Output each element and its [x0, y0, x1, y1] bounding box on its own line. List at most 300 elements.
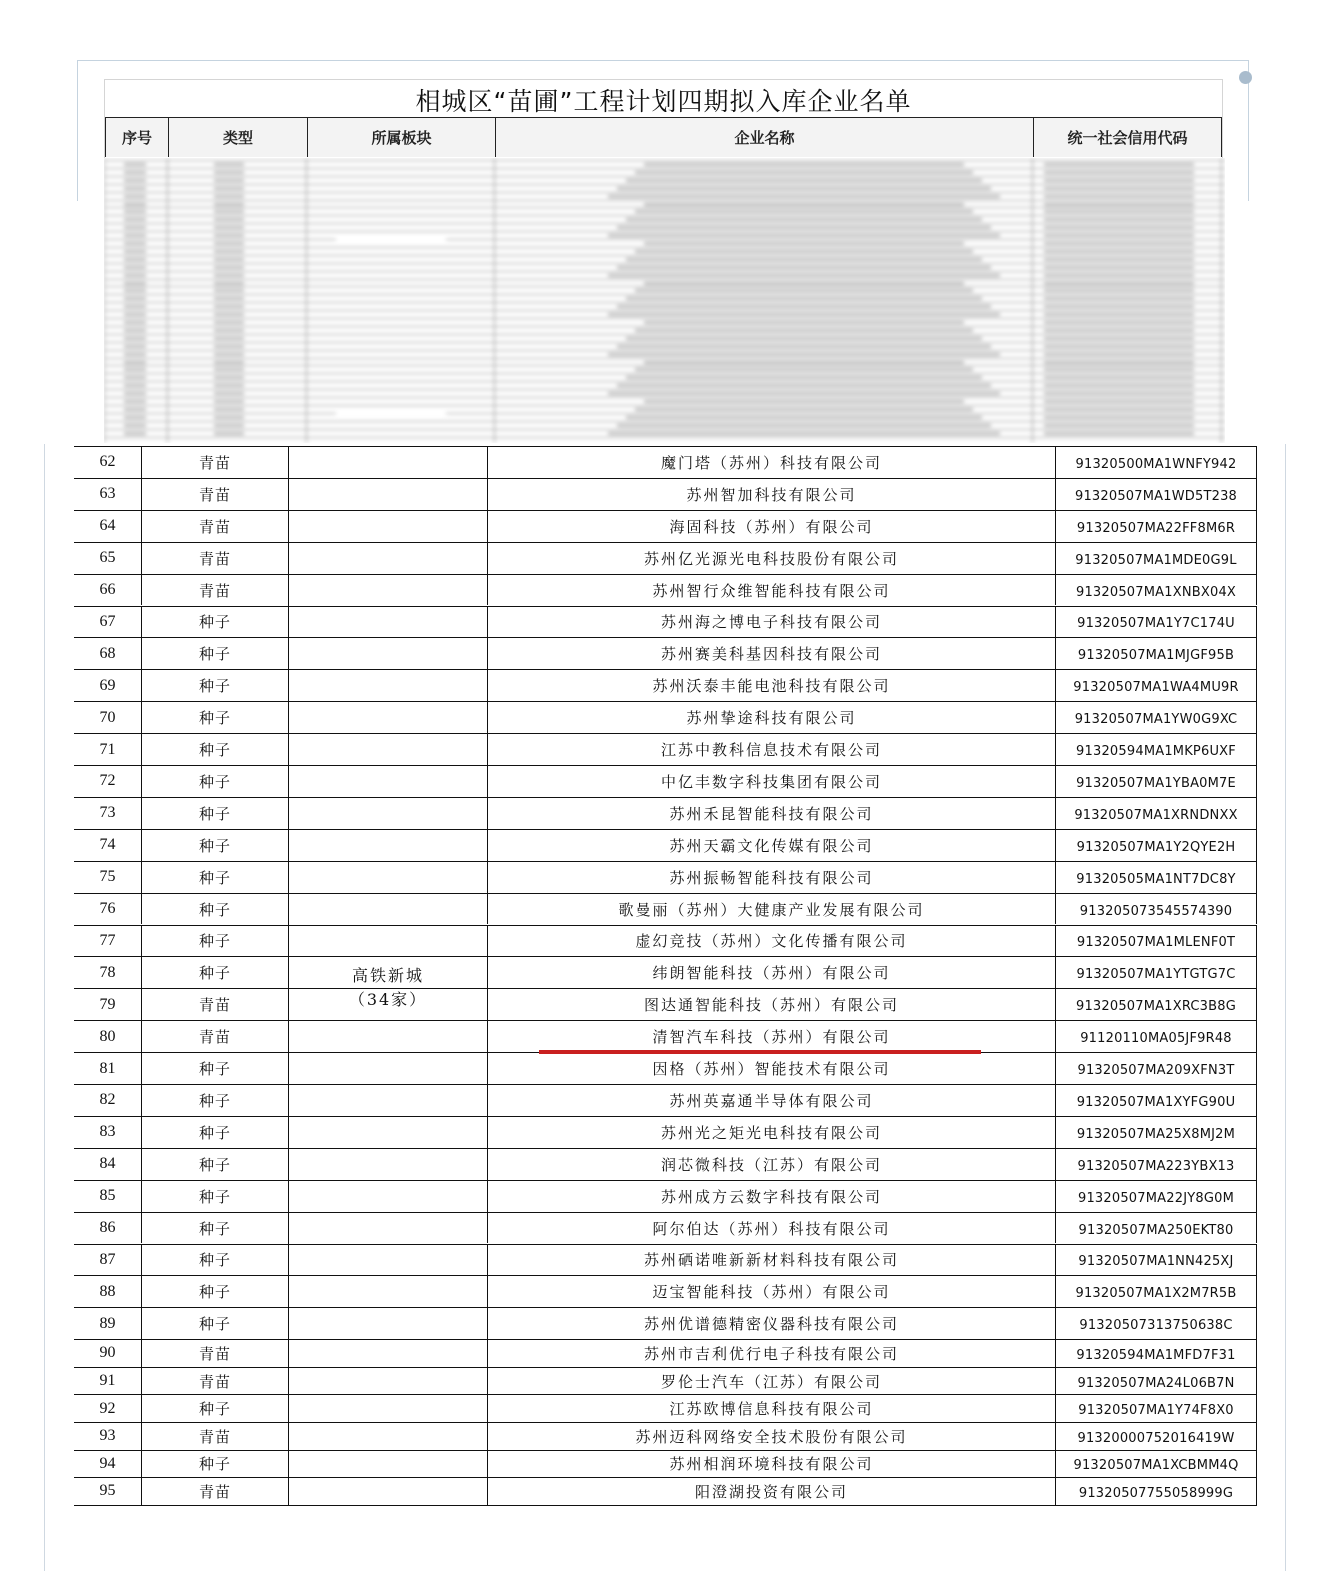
redacted-text [124, 384, 146, 387]
row-number: 87 [99, 1250, 116, 1268]
redacted-text [214, 179, 244, 182]
row-number: 82 [99, 1091, 116, 1109]
redacted-block-text [336, 413, 446, 416]
row-credit-code: 91320507MA1MJGF95B [1055, 638, 1257, 669]
redacted-row-line [104, 358, 1225, 359]
redacted-text [214, 282, 244, 285]
redacted-row-line [104, 365, 1225, 366]
row-company-name: 苏州沃泰丰能电池科技有限公司 [487, 670, 1055, 701]
row-company-name: 苏州市吉利优行电子科技有限公司 [487, 1340, 1055, 1367]
table-row [74, 446, 1257, 478]
row-credit-code: 91320507313750638C [1055, 1308, 1257, 1339]
redacted-text [214, 163, 244, 166]
row-type: 青苗 [141, 511, 288, 542]
row-credit-code: 91320507MA22FF8M6R [1055, 511, 1257, 542]
table-row [74, 637, 1257, 669]
redacted-text [1044, 242, 1194, 245]
table-row [74, 797, 1257, 829]
table-row [74, 1148, 1257, 1180]
row-number: 94 [99, 1454, 116, 1472]
row-credit-code: 91320594MA1MKP6UXF [1055, 734, 1257, 765]
row-number: 75 [99, 868, 116, 886]
row-credit-code: 91320507MA1WA4MU9R [1055, 670, 1257, 701]
row-number: 76 [99, 900, 116, 918]
table-row [74, 1394, 1257, 1422]
redacted-text [617, 384, 991, 387]
row-company-name: 虚幻竞技（苏州）文化传播有限公司 [487, 926, 1055, 957]
redacted-text [124, 313, 146, 316]
row-type: 种子 [141, 1181, 288, 1212]
redacted-text [124, 203, 146, 206]
redacted-text [1044, 361, 1194, 364]
table-row [74, 733, 1257, 765]
redacted-text [124, 361, 146, 364]
redacted-text [644, 361, 964, 364]
redacted-row-line [104, 350, 1225, 351]
redacted-text [617, 345, 991, 348]
row-company-name: 清智汽车科技（苏州）有限公司 [487, 1021, 1055, 1052]
redacted-text [635, 289, 973, 292]
redacted-row-line [104, 405, 1225, 406]
redacted-text [1044, 384, 1194, 387]
redacted-column-line [494, 158, 495, 443]
redacted-text [214, 432, 244, 435]
row-company-name: 阿尔伯达（苏州）科技有限公司 [487, 1213, 1055, 1244]
row-credit-code: 91320500MA1WNFY942 [1055, 447, 1257, 478]
redacted-rows [104, 158, 1225, 443]
row-type: 种子 [141, 1085, 288, 1116]
redacted-text [644, 282, 964, 285]
document-title: 相城区“苗圃”工程计划四期拟入库企业名单 [415, 87, 912, 116]
redacted-text [124, 195, 146, 198]
row-type: 种子 [141, 894, 288, 925]
redacted-text [214, 305, 244, 308]
redacted-text [124, 179, 146, 182]
row-type: 种子 [141, 670, 288, 701]
redacted-text [124, 416, 146, 419]
redacted-text [1044, 187, 1194, 190]
redacted-column-line [1032, 158, 1033, 443]
table-row [74, 1116, 1257, 1148]
redacted-row-line [104, 255, 1225, 256]
redacted-text [1044, 321, 1194, 324]
redacted-text [124, 266, 146, 269]
redacted-column-line [104, 158, 105, 443]
table-bottom-border [74, 1505, 1257, 1506]
redacted-text [214, 258, 244, 261]
row-type: 种子 [141, 798, 288, 829]
row-type: 种子 [141, 1451, 288, 1478]
redacted-row-line [104, 310, 1225, 311]
redacted-text [214, 274, 244, 277]
redacted-text [1044, 408, 1194, 411]
row-company-name: 苏州优谱德精密仪器科技有限公司 [487, 1308, 1055, 1339]
row-type: 青苗 [141, 1423, 288, 1450]
table-row [74, 861, 1257, 893]
redacted-row-line [104, 271, 1225, 272]
table-row [74, 956, 1257, 988]
row-type: 种子 [141, 957, 288, 988]
redacted-text [1044, 424, 1194, 427]
redacted-text [1044, 218, 1194, 221]
redacted-text [1044, 282, 1194, 285]
redacted-text [124, 234, 146, 237]
row-credit-code: 91320507MA1X2M7R5B [1055, 1276, 1257, 1307]
redacted-text [124, 345, 146, 348]
row-type: 种子 [141, 1117, 288, 1148]
redacted-block-text [336, 238, 446, 241]
redacted-row-line [104, 223, 1225, 224]
redacted-text [124, 210, 146, 213]
row-company-name: 魔门塔（苏州）科技有限公司 [487, 447, 1055, 478]
row-company-name: 江苏欧博信息科技有限公司 [487, 1395, 1055, 1422]
row-company-name: 苏州海之博电子科技有限公司 [487, 607, 1055, 638]
block-count: （34家） [348, 989, 428, 1009]
redacted-text [124, 282, 146, 285]
redacted-row-line [104, 239, 1225, 240]
row-credit-code: 91320507MA22JY8G0M [1055, 1181, 1257, 1212]
redacted-row-line [104, 192, 1225, 193]
redacted-column-line [1221, 158, 1222, 443]
redacted-text [635, 368, 973, 371]
table-row [74, 1422, 1257, 1450]
redacted-text [214, 416, 244, 419]
row-type: 种子 [141, 862, 288, 893]
table-row [74, 1339, 1257, 1367]
row-company-name: 苏州禾昆智能科技有限公司 [487, 798, 1055, 829]
row-number: 67 [99, 612, 116, 630]
row-credit-code: 91320507MA1Y2QYE2H [1055, 830, 1257, 861]
redacted-text [1044, 210, 1194, 213]
row-company-name: 迈宝智能科技（苏州）有限公司 [487, 1276, 1055, 1307]
redacted-text [214, 218, 244, 221]
redacted-text [214, 368, 244, 371]
redacted-text [644, 163, 964, 166]
redacted-text [1044, 266, 1194, 269]
row-credit-code: 91120110MA05JF9R48 [1055, 1021, 1257, 1052]
redacted-row-line [104, 373, 1225, 374]
redacted-text [644, 203, 964, 206]
page-corner-handle[interactable] [1239, 71, 1252, 84]
row-number: 71 [99, 740, 116, 758]
redacted-text [617, 305, 991, 308]
row-credit-code: 913205073545574390 [1055, 894, 1257, 925]
row-type: 种子 [141, 638, 288, 669]
row-number: 62 [99, 453, 116, 471]
row-credit-code: 91320507MA1XYFG90U [1055, 1085, 1257, 1116]
redacted-text [214, 392, 244, 395]
row-type: 青苗 [141, 479, 288, 510]
redacted-row-line [104, 263, 1225, 264]
row-type: 青苗 [141, 575, 288, 606]
row-type: 种子 [141, 734, 288, 765]
redacted-text [124, 250, 146, 253]
row-number: 72 [99, 772, 116, 790]
row-number: 68 [99, 644, 116, 662]
row-credit-code: 91320505MA1NT7DC8Y [1055, 862, 1257, 893]
redacted-text [1044, 258, 1194, 261]
redacted-row-line [104, 342, 1225, 343]
row-company-name: 润芯微科技（江苏）有限公司 [487, 1149, 1055, 1180]
redacted-text [626, 416, 982, 419]
redacted-text [617, 187, 991, 190]
row-company-name: 苏州迈科网络安全技术股份有限公司 [487, 1423, 1055, 1450]
redacted-text [1044, 337, 1194, 340]
redacted-text [1044, 353, 1194, 356]
row-number: 63 [99, 485, 116, 503]
row-number: 90 [99, 1344, 116, 1362]
table-row [74, 1367, 1257, 1395]
header-block: 所属板块 [307, 117, 495, 157]
redacted-row-line [104, 279, 1225, 280]
redacted-text [644, 400, 964, 403]
header-credit-code: 统一社会信用代码 [1033, 117, 1222, 157]
redacted-text [617, 424, 991, 427]
redacted-text [1044, 179, 1194, 182]
redacted-text [214, 361, 244, 364]
row-type: 青苗 [141, 1478, 288, 1505]
redacted-row-line [104, 302, 1225, 303]
table-row [74, 701, 1257, 733]
row-type: 种子 [141, 702, 288, 733]
redacted-text [124, 305, 146, 308]
row-credit-code: 91320507MA250EKT80 [1055, 1213, 1257, 1244]
redacted-row-line [104, 421, 1225, 422]
redacted-text [214, 408, 244, 411]
redacted-text [626, 337, 982, 340]
row-number: 73 [99, 804, 116, 822]
table-row [74, 1450, 1257, 1478]
redacted-text [608, 313, 1000, 316]
row-company-name: 罗伦士汽车（江苏）有限公司 [487, 1368, 1055, 1395]
redacted-text [214, 376, 244, 379]
redacted-text [214, 313, 244, 316]
redacted-text [608, 274, 1000, 277]
row-number: 64 [99, 517, 116, 535]
redacted-text [608, 432, 1000, 435]
row-type: 种子 [141, 1149, 288, 1180]
redacted-row-line [104, 326, 1225, 327]
redacted-text [1044, 432, 1194, 435]
redacted-text [1044, 329, 1194, 332]
redacted-text [214, 289, 244, 292]
table-row [74, 1180, 1257, 1212]
redacted-row-line [104, 389, 1225, 390]
row-company-name: 苏州亿光源光电科技股份有限公司 [487, 543, 1055, 574]
table-row [74, 1212, 1257, 1244]
redacted-text [608, 353, 1000, 356]
row-company-name: 苏州硒诺唯新新材料科技有限公司 [487, 1245, 1055, 1276]
redacted-text [1044, 195, 1194, 198]
row-number: 69 [99, 676, 116, 694]
redacted-text [124, 258, 146, 261]
row-credit-code: 91320507MA1NN425XJ [1055, 1245, 1257, 1276]
table-row [74, 606, 1257, 638]
row-number: 86 [99, 1219, 116, 1237]
redacted-row-line [104, 200, 1225, 201]
redacted-text [635, 171, 973, 174]
redacted-text [608, 195, 1000, 198]
row-type: 种子 [141, 607, 288, 638]
row-number: 81 [99, 1059, 116, 1077]
row-number: 88 [99, 1282, 116, 1300]
table-row [74, 1275, 1257, 1307]
red-underline-annotation [539, 1050, 981, 1054]
row-credit-code: 91320507MA1Y7C174U [1055, 607, 1257, 638]
row-credit-code: 91320000752016419W [1055, 1423, 1257, 1450]
row-credit-code: 91320507MA1XCBMM4Q [1055, 1451, 1257, 1478]
row-number: 92 [99, 1399, 116, 1417]
row-credit-code: 91320507MA1YTGTG7C [1055, 957, 1257, 988]
header-company-name: 企业名称 [495, 117, 1033, 157]
row-credit-code: 91320507755058999G [1055, 1478, 1257, 1505]
redacted-text [1044, 203, 1194, 206]
redacted-text [626, 179, 982, 182]
row-credit-code: 91320507MA1XRNDNXX [1055, 798, 1257, 829]
row-credit-code: 91320507MA1XRC3B8G [1055, 989, 1257, 1020]
row-company-name: 歌曼丽（苏州）大健康产业发展有限公司 [487, 894, 1055, 925]
redacted-text [214, 424, 244, 427]
redacted-text [214, 203, 244, 206]
redacted-text [1044, 345, 1194, 348]
redacted-text [608, 234, 1000, 237]
row-number: 93 [99, 1427, 116, 1445]
table-row [74, 988, 1257, 1020]
table-row [74, 829, 1257, 861]
redacted-text [124, 187, 146, 190]
redacted-text [1044, 305, 1194, 308]
table-row [74, 1244, 1257, 1276]
table-header [104, 79, 1223, 158]
row-company-name: 阳澄湖投资有限公司 [487, 1478, 1055, 1505]
row-credit-code: 91320507MA1WD5T238 [1055, 479, 1257, 510]
redacted-row-line [104, 318, 1225, 319]
row-number: 95 [99, 1482, 116, 1500]
redacted-row-line [104, 215, 1225, 216]
row-credit-code: 91320507MA1MLENF0T [1055, 926, 1257, 957]
redacted-text [124, 400, 146, 403]
redacted-text [626, 218, 982, 221]
redacted-text [644, 321, 964, 324]
redacted-text [214, 384, 244, 387]
table-row [74, 478, 1257, 510]
row-company-name: 图达通智能科技（苏州）有限公司 [487, 989, 1055, 1020]
redacted-row-line [104, 429, 1225, 430]
redacted-text [1044, 368, 1194, 371]
row-credit-code: 91320507MA1YBA0M7E [1055, 766, 1257, 797]
redacted-text [635, 329, 973, 332]
redacted-row-line [104, 294, 1225, 295]
redacted-text [214, 297, 244, 300]
row-number: 80 [99, 1027, 116, 1045]
row-type: 种子 [141, 1395, 288, 1422]
redacted-row-line [104, 437, 1225, 438]
table-row [74, 1020, 1257, 1052]
row-credit-code: 91320507MA209XFN3T [1055, 1053, 1257, 1084]
redacted-text [635, 408, 973, 411]
redacted-text [617, 226, 991, 229]
table-row [74, 510, 1257, 542]
row-type: 青苗 [141, 543, 288, 574]
redacted-text [124, 218, 146, 221]
redacted-text [635, 210, 973, 213]
redacted-text [608, 392, 1000, 395]
row-company-name: 苏州挚途科技有限公司 [487, 702, 1055, 733]
redacted-text [617, 266, 991, 269]
row-credit-code: 91320507MA24L06B7N [1055, 1368, 1257, 1395]
redacted-text [214, 321, 244, 324]
redacted-text [1044, 234, 1194, 237]
redacted-text [124, 242, 146, 245]
row-type: 种子 [141, 1213, 288, 1244]
row-company-name: 苏州英嘉通半导体有限公司 [487, 1085, 1055, 1116]
row-company-name: 海固科技（苏州）有限公司 [487, 511, 1055, 542]
row-credit-code: 91320594MA1MFD7F31 [1055, 1340, 1257, 1367]
row-type: 青苗 [141, 1340, 288, 1367]
row-type: 青苗 [141, 1368, 288, 1395]
redacted-row-line [104, 184, 1225, 185]
row-company-name: 苏州智加科技有限公司 [487, 479, 1055, 510]
redacted-row-line [104, 334, 1225, 335]
row-number: 84 [99, 1155, 116, 1173]
row-credit-code: 91320507MA25X8MJ2M [1055, 1117, 1257, 1148]
header-type: 类型 [168, 117, 307, 157]
redacted-text [124, 329, 146, 332]
redacted-row-line [104, 231, 1225, 232]
redacted-text [214, 250, 244, 253]
row-credit-code: 91320507MA1MDE0G9L [1055, 543, 1257, 574]
redacted-text [124, 297, 146, 300]
redacted-row-line [104, 207, 1225, 208]
row-company-name: 苏州成方云数字科技有限公司 [487, 1181, 1055, 1212]
row-number: 78 [99, 963, 116, 981]
redacted-text [635, 250, 973, 253]
row-number: 66 [99, 581, 116, 599]
redacted-text [214, 242, 244, 245]
redacted-text [1044, 392, 1194, 395]
redacted-text [214, 210, 244, 213]
row-company-name: 苏州光之矩光电科技有限公司 [487, 1117, 1055, 1148]
row-type: 种子 [141, 830, 288, 861]
row-company-name: 苏州赛美科基因科技有限公司 [487, 638, 1055, 669]
row-type: 青苗 [141, 447, 288, 478]
redacted-text [626, 376, 982, 379]
block-name: 高铁新城 [351, 965, 424, 985]
redacted-text [214, 353, 244, 356]
redacted-row-line [104, 381, 1225, 382]
redacted-text [124, 432, 146, 435]
redacted-text [214, 226, 244, 229]
table-row [74, 574, 1257, 606]
redacted-text [124, 368, 146, 371]
row-credit-code: 91320507MA1YW0G9XC [1055, 702, 1257, 733]
row-company-name: 纬朗智能科技（苏州）有限公司 [487, 957, 1055, 988]
redacted-text [124, 424, 146, 427]
table-row [74, 1052, 1257, 1084]
table-row [74, 542, 1257, 574]
redacted-text [214, 171, 244, 174]
row-company-name: 苏州天霸文化传媒有限公司 [487, 830, 1055, 861]
row-type: 种子 [141, 1308, 288, 1339]
redacted-text [1044, 416, 1194, 419]
row-type: 种子 [141, 1276, 288, 1307]
row-company-name: 中亿丰数字科技集团有限公司 [487, 766, 1055, 797]
redacted-text [214, 329, 244, 332]
table-row [74, 925, 1257, 957]
table-row [74, 1477, 1257, 1505]
redacted-text [124, 289, 146, 292]
redacted-column-line [306, 158, 307, 443]
